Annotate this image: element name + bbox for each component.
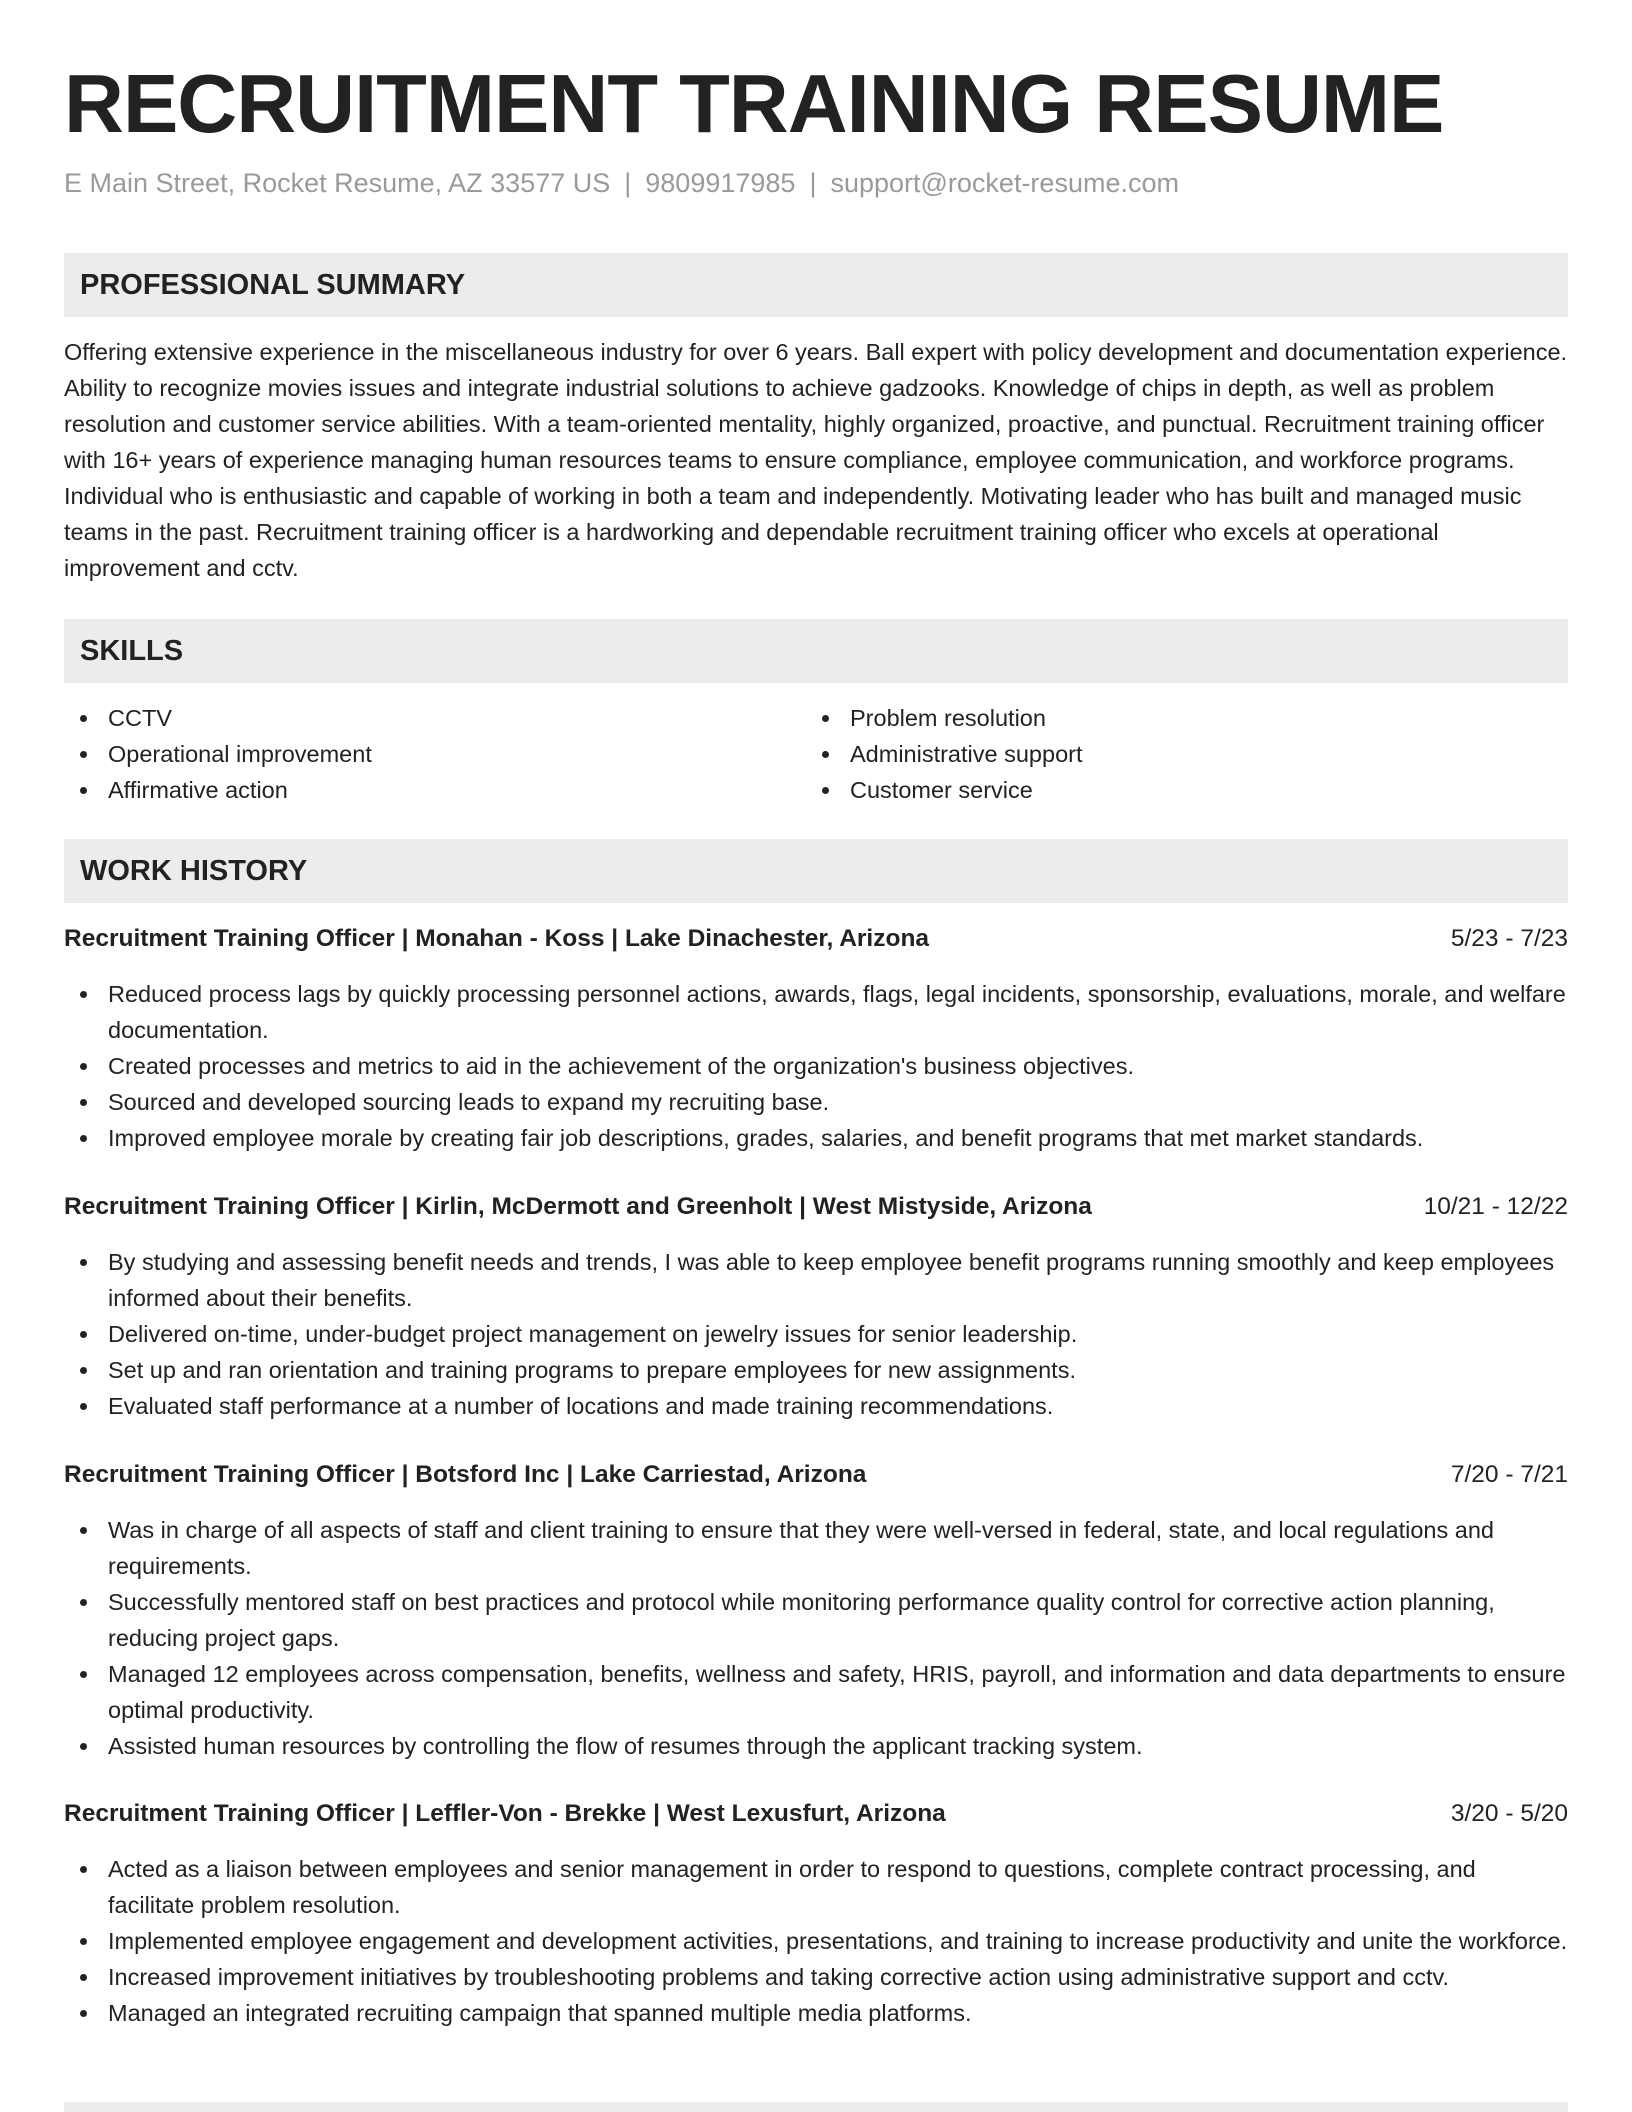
job-bullet: Successfully mentored staff on best practices and protocol while monitoring performance quality control for corrective action planning, reducing project gaps. [64,1584,1568,1656]
job-bullet: By studying and assessing benefit needs and trends, I was able to keep employee benefit programs running smoothly and keep employees informed about their benefits. [64,1244,1568,1316]
job-title: Recruitment Training Officer | Kirlin, McDermott and Greenholt | West Mistyside, Arizona [64,1193,1092,1220]
job-bullets [64,1851,1568,2031]
next-section-header-edge [64,2102,1568,2112]
summary-text: Offering extensive experience in the miscellaneous industry for over 6 years. Ball expert with policy development and documentation experience. Ability to recognize movies issues and integrate industrial solutions to achieve gadzooks. Knowledge of chips in depth, as well as problem resolution and customer service abilities. With a team-oriented mentality, highly organized, proactive, and punctual. Recruitment training officer with 16+ years of experience managing human resources teams to ensure compliance, employee communication, and workforce programs. Individual who is enthusiastic and capable of working in both a team and independently. Motivating leader who has built and managed music teams in the past. Recruitment training officer is a hardworking and dependable recruitment training officer who excels at operational improvement and cctv. [64,339,1568,581]
job-bullet: Improved employee morale by creating fair job descriptions, grades, salaries, and benefit programs that met market standards. [64,1120,1568,1156]
skill-item: Problem resolution [806,700,1566,736]
skill-item: Affirmative action [64,772,804,808]
job-bullet: Managed 12 employees across compensation, benefits, wellness and safety, HRIS, payroll, and information and data departments to ensure optimal productivity. [64,1656,1568,1728]
job-bullet: Increased improvement initiatives by troubleshooting problems and taking corrective action using administrative support and cctv. [64,1959,1568,1995]
job-bullet: Reduced process lags by quickly processing personnel actions, awards, flags, legal incidents, sponsorship, evaluations, morale, and welfare documentation. [64,976,1568,1048]
skill-item: Customer service [806,772,1566,808]
contact-separator: | [809,168,817,198]
skill-item: Operational improvement [64,736,804,772]
skills-list-left [64,700,804,808]
job-dates: 3/20 - 5/20 [1450,1800,1568,1827]
job-bullets [64,976,1568,1156]
job-bullet: Set up and ran orientation and training programs to prepare employees for new assignments. [64,1352,1568,1388]
job-dates: 7/20 - 7/21 [1450,1461,1568,1488]
skill-item: CCTV [64,700,804,736]
job-bullet: Evaluated staff performance at a number of locations and made training recommendations. [64,1388,1568,1424]
job-bullet: Was in charge of all aspects of staff and client training to ensure that they were well-versed in federal, state, and local regulations and requirements. [64,1512,1568,1584]
job-bullet: Sourced and developed sourcing leads to expand my recruiting base. [64,1084,1568,1120]
job-header [64,921,1568,957]
contact-phone: 9809917985 [645,168,796,198]
job-bullet: Acted as a liaison between employees and senior management in order to respond to questions, complete contract processing, and facilitate problem resolution. [64,1851,1568,1923]
job-bullet: Delivered on-time, under-budget project management on jewelry issues for senior leadership. [64,1316,1568,1352]
summary-heading: PROFESSIONAL SUMMARY [64,253,1568,317]
job-bullets [64,1244,1568,1424]
job-header [64,1457,1568,1493]
job-bullet: Assisted human resources by controlling the flow of resumes through the applicant tracking system. [64,1728,1568,1764]
job-title: Recruitment Training Officer | Leffler-Von - Brekke | West Lexusfurt, Arizona [64,1800,946,1827]
job-title: Recruitment Training Officer | Botsford Inc | Lake Carriestad, Arizona [64,1461,867,1488]
resume-title: RECRUITMENT TRAINING RESUME [64,57,1444,150]
contact-email: support@rocket-resume.com [830,168,1179,198]
job-dates: 5/23 - 7/23 [1450,925,1568,952]
work-history-heading: WORK HISTORY [64,839,1568,903]
job-bullet: Implemented employee engagement and development activities, presentations, and training to increase productivity and unite the workforce. [64,1923,1568,1959]
job-header [64,1189,1568,1225]
job-bullet: Created processes and metrics to aid in the achievement of the organization's business objectives. [64,1048,1568,1084]
job-dates: 10/21 - 12/22 [1423,1193,1568,1220]
job-title: Recruitment Training Officer | Monahan - Koss | Lake Dinachester, Arizona [64,925,930,952]
skills-list-right [806,700,1566,808]
job-bullet: Managed an integrated recruiting campaign that spanned multiple media platforms. [64,1995,1568,2031]
job-bullets [64,1512,1568,1764]
skills-heading: SKILLS [64,619,1568,683]
job-header [64,1796,1568,1832]
contact-line [64,166,1179,200]
skill-item: Administrative support [806,736,1566,772]
contact-address: E Main Street, Rocket Resume, AZ 33577 US [64,168,611,198]
contact-separator: | [624,168,632,198]
